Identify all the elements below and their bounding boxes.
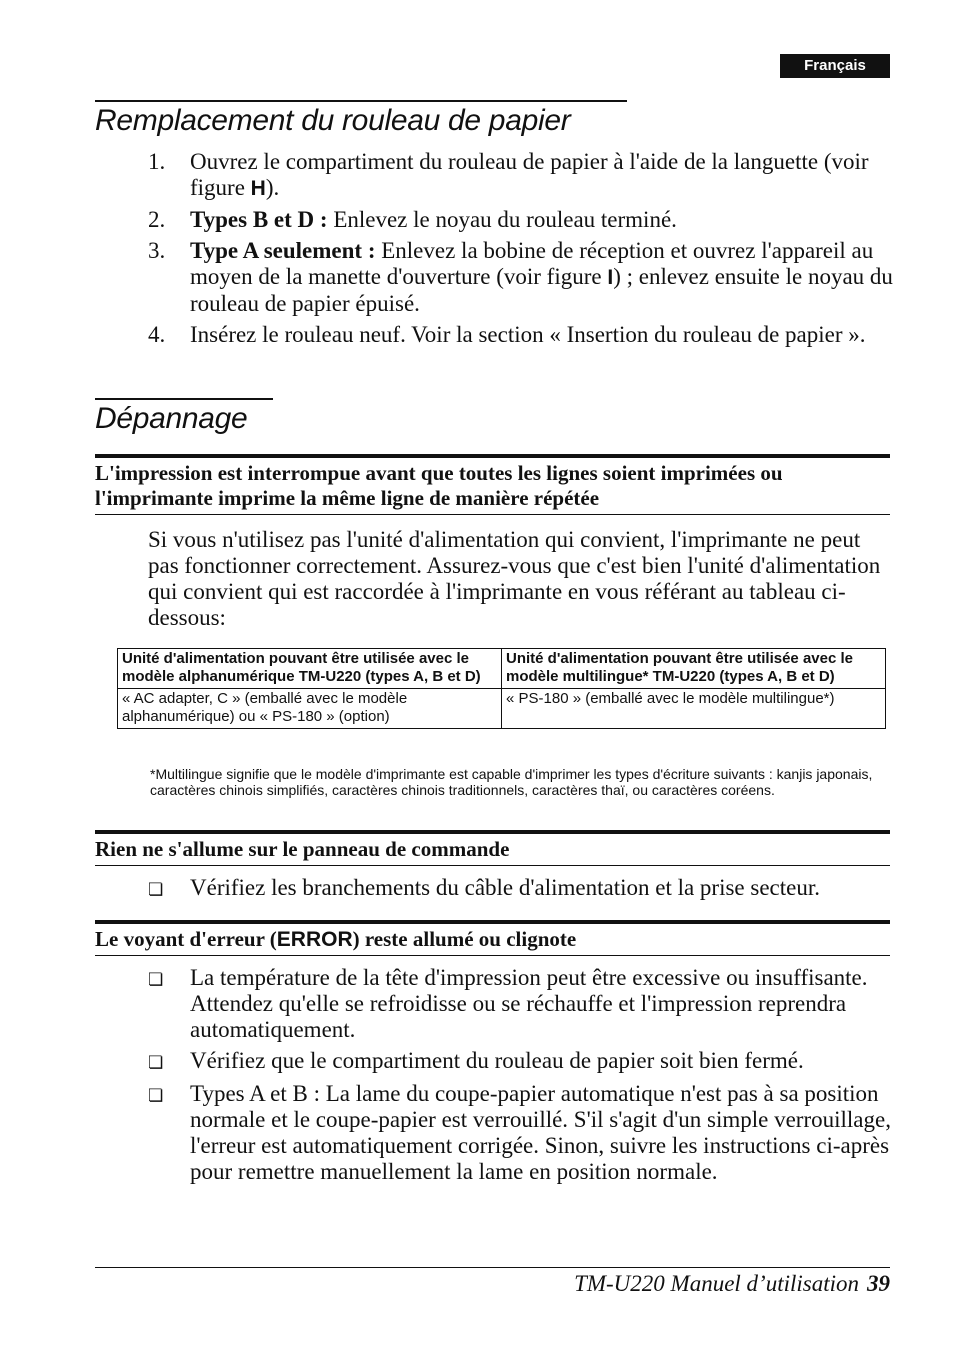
heading-text: ) reste allumé ou clignote	[352, 927, 577, 951]
error-code-label: ERROR	[276, 928, 353, 951]
bullet-text: Types A et B : La lame du coupe-papier automatique n'est pas à sa position normale et le coupe-papier est verrouillé. S'il s'agit d'un simple verrouillage, l'erreur est automatiquement corrigée. Sinon, suivre les instructions ci-après pour remettre manuellement la lame en position normale.	[190, 1081, 891, 1184]
step-item	[148, 238, 893, 317]
table-cell: « AC adapter, C » (emballé avec le modèle alphanumérique) ou « PS-180 » (option)	[118, 689, 502, 729]
step-text	[190, 149, 893, 202]
step-text-run: ).	[265, 175, 280, 200]
bullet-text: Vérifiez que le compartiment du rouleau de papier soit bien fermé.	[190, 1048, 804, 1073]
step-number: 3.	[148, 238, 166, 263]
section-title-troubleshooting: Dépannage	[95, 398, 273, 436]
heading-text: Le voyant d'erreur (	[95, 927, 277, 951]
bullet-text: Vérifiez les branchements du câble d'alimentation et la prise secteur.	[190, 875, 820, 900]
footer-divider	[95, 1267, 890, 1268]
bullet-item	[148, 1081, 893, 1185]
replacement-steps-list	[148, 149, 893, 353]
figure-reference: H	[250, 177, 266, 200]
step-text-run: Enlevez la bobine de réception et ouvrez l'appareil au moyen de la manette d'ouverture (voir figure	[190, 238, 874, 289]
section-title-paper-replacement: Remplacement du rouleau de papier	[95, 100, 627, 138]
checkbox-bullet-icon: ❏	[148, 880, 164, 900]
step-text-run: Insérez le rouleau neuf. Voir la section « Insertion du rouleau de papier ».	[190, 322, 866, 347]
bullet-item	[148, 965, 893, 1043]
step-text-run: Enlevez le noyau du rouleau terminé.	[327, 207, 677, 232]
issue-heading-error-light	[95, 920, 890, 956]
issue-heading-interrupted-printing: L'impression est interrompue avant que toutes les lignes soient imprimées ou l'imprimante imprime la même ligne de manière répétée	[95, 454, 890, 515]
step-item	[148, 207, 893, 233]
table-row	[118, 689, 886, 729]
power-unit-table	[117, 648, 886, 729]
step-emphasis: Type A seulement :	[190, 238, 376, 263]
table-header-cell: Unité d'alimentation pouvant être utilisée avec le modèle multilingue* TM-U220 (types A, B et D)	[502, 649, 886, 689]
issue-paragraph-power-unit: Si vous n'utilisez pas l'unité d'alimentation qui convient, l'imprimante ne peut pas fonctionner correctement. Assurez-vous que c'est bien l'unité d'alimentation qui convient qui est raccordée à l'imprimante en vous référant au tableau ci-dessous:	[148, 527, 881, 630]
checkbox-bullet-icon: ❏	[148, 970, 164, 990]
step-text	[190, 322, 893, 348]
step-text-run: Ouvrez le compartiment du rouleau de papier à l'aide de la languette (voir figure	[190, 149, 869, 200]
panel-checks-list	[148, 875, 893, 908]
table-cell: « PS-180 » (emballé avec le modèle multilingue*)	[502, 689, 886, 729]
step-number: 2.	[148, 207, 166, 232]
step-number: 4.	[148, 322, 166, 347]
table-header-row	[118, 649, 886, 689]
step-item	[148, 149, 893, 202]
page-footer	[574, 1271, 890, 1297]
bullet-text: La température de la tête d'impression peut être excessive ou insuffisante. Attendez qu'elle se refroidisse ou se réchauffe et l'impression reprendra automatiquement.	[190, 965, 868, 1042]
error-checks-list	[148, 965, 893, 1190]
bullet-item	[148, 875, 893, 903]
step-item	[148, 322, 893, 348]
page-number: 39	[867, 1271, 890, 1296]
figure-reference: I	[607, 266, 614, 289]
issue-heading-panel-no-light: Rien ne s'allume sur le panneau de commande	[95, 830, 890, 866]
step-text	[190, 207, 893, 233]
multilingual-footnote: *Multilingue signifie que le modèle d'imprimante est capable d'imprimer les types d'écriture suivants : kanjis japonais, caractères chinois simplifiés, caractères chinois traditionnels, caractères thaï, ou caractères coréens.	[150, 766, 873, 798]
language-tab: Français	[780, 54, 890, 78]
checkbox-bullet-icon: ❏	[148, 1053, 164, 1073]
step-number: 1.	[148, 149, 166, 174]
step-text-run: ) ; enlevez ensuite le noyau du rouleau de papier épuisé.	[190, 264, 893, 316]
step-emphasis: Types B et D :	[190, 207, 328, 232]
bullet-item	[148, 1048, 893, 1076]
step-text	[190, 238, 893, 317]
footer-title: TM-U220 Manuel d’utilisation	[574, 1271, 859, 1296]
checkbox-bullet-icon: ❏	[148, 1086, 164, 1106]
table-header-cell: Unité d'alimentation pouvant être utilisée avec le modèle alphanumérique TM-U220 (types A, B et D)	[118, 649, 502, 689]
